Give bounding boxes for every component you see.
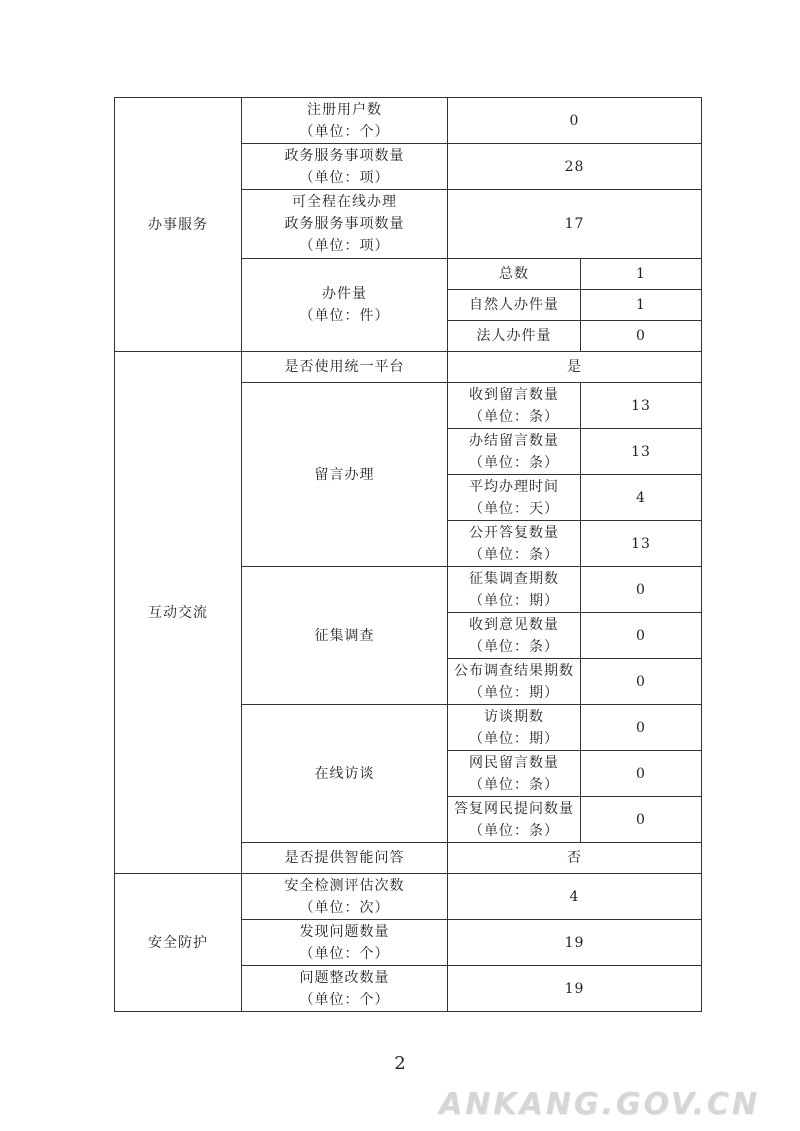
sub-label: 收到意见数量 （单位：条）: [448, 613, 581, 659]
statistics-table: [114, 97, 702, 1012]
sub-label: 访谈期数 （单位：期）: [448, 705, 581, 751]
sub-label: 征集调查期数 （单位：期）: [448, 567, 581, 613]
sub-value: 0: [581, 659, 702, 705]
section-service: 办事服务: [115, 98, 242, 352]
group-messages: 留言办理: [242, 383, 448, 567]
row-label: 政务服务事项数量 （单位：项）: [242, 144, 448, 190]
sub-value: 4: [581, 475, 702, 521]
row-value: 0: [448, 98, 702, 144]
sub-value: 1: [581, 290, 702, 321]
row-label: 办件量 （单位：件）: [242, 259, 448, 352]
sub-label: 总数: [448, 259, 581, 290]
table-row: [115, 98, 702, 144]
sub-value: 0: [581, 613, 702, 659]
sub-label: 公布调查结果期数 （单位：期）: [448, 659, 581, 705]
sub-label: 网民留言数量 （单位：条）: [448, 751, 581, 797]
sub-value: 0: [581, 321, 702, 352]
sub-label: 公开答复数量 （单位：条）: [448, 521, 581, 567]
row-label: 安全检测评估次数 （单位：次）: [242, 874, 448, 920]
page-number: 2: [394, 1053, 406, 1074]
sub-label: 自然人办件量: [448, 290, 581, 321]
table-row: [115, 352, 702, 383]
row-label: 可全程在线办理 政务服务事项数量 （单位：项）: [242, 190, 448, 259]
sub-label: 法人办件量: [448, 321, 581, 352]
table-row: [115, 874, 702, 920]
row-label: 是否提供智能问答: [242, 843, 448, 874]
watermark: ANKANG.GOV.CN: [438, 1087, 760, 1122]
row-value: 19: [448, 920, 702, 966]
sub-label: 答复网民提问数量 （单位：条）: [448, 797, 581, 843]
sub-label: 平均办理时间 （单位：天）: [448, 475, 581, 521]
sub-value: 13: [581, 383, 702, 429]
row-label: 注册用户数 （单位：个）: [242, 98, 448, 144]
sub-value: 13: [581, 521, 702, 567]
sub-value: 0: [581, 797, 702, 843]
sub-value: 0: [581, 567, 702, 613]
sub-value: 13: [581, 429, 702, 475]
row-label: 是否使用统一平台: [242, 352, 448, 383]
group-survey: 征集调查: [242, 567, 448, 705]
sub-value: 1: [581, 259, 702, 290]
sub-value: 0: [581, 751, 702, 797]
sub-label: 办结留言数量 （单位：条）: [448, 429, 581, 475]
row-value: 是: [448, 352, 702, 383]
section-interaction: 互动交流: [115, 352, 242, 874]
row-value: 19: [448, 966, 702, 1012]
sub-value: 0: [581, 705, 702, 751]
sub-label: 收到留言数量 （单位：条）: [448, 383, 581, 429]
row-value: 28: [448, 144, 702, 190]
row-label: 发现问题数量 （单位：个）: [242, 920, 448, 966]
row-label: 问题整改数量 （单位：个）: [242, 966, 448, 1012]
row-value: 否: [448, 843, 702, 874]
row-value: 17: [448, 190, 702, 259]
section-security: 安全防护: [115, 874, 242, 1012]
group-interview: 在线访谈: [242, 705, 448, 843]
row-value: 4: [448, 874, 702, 920]
